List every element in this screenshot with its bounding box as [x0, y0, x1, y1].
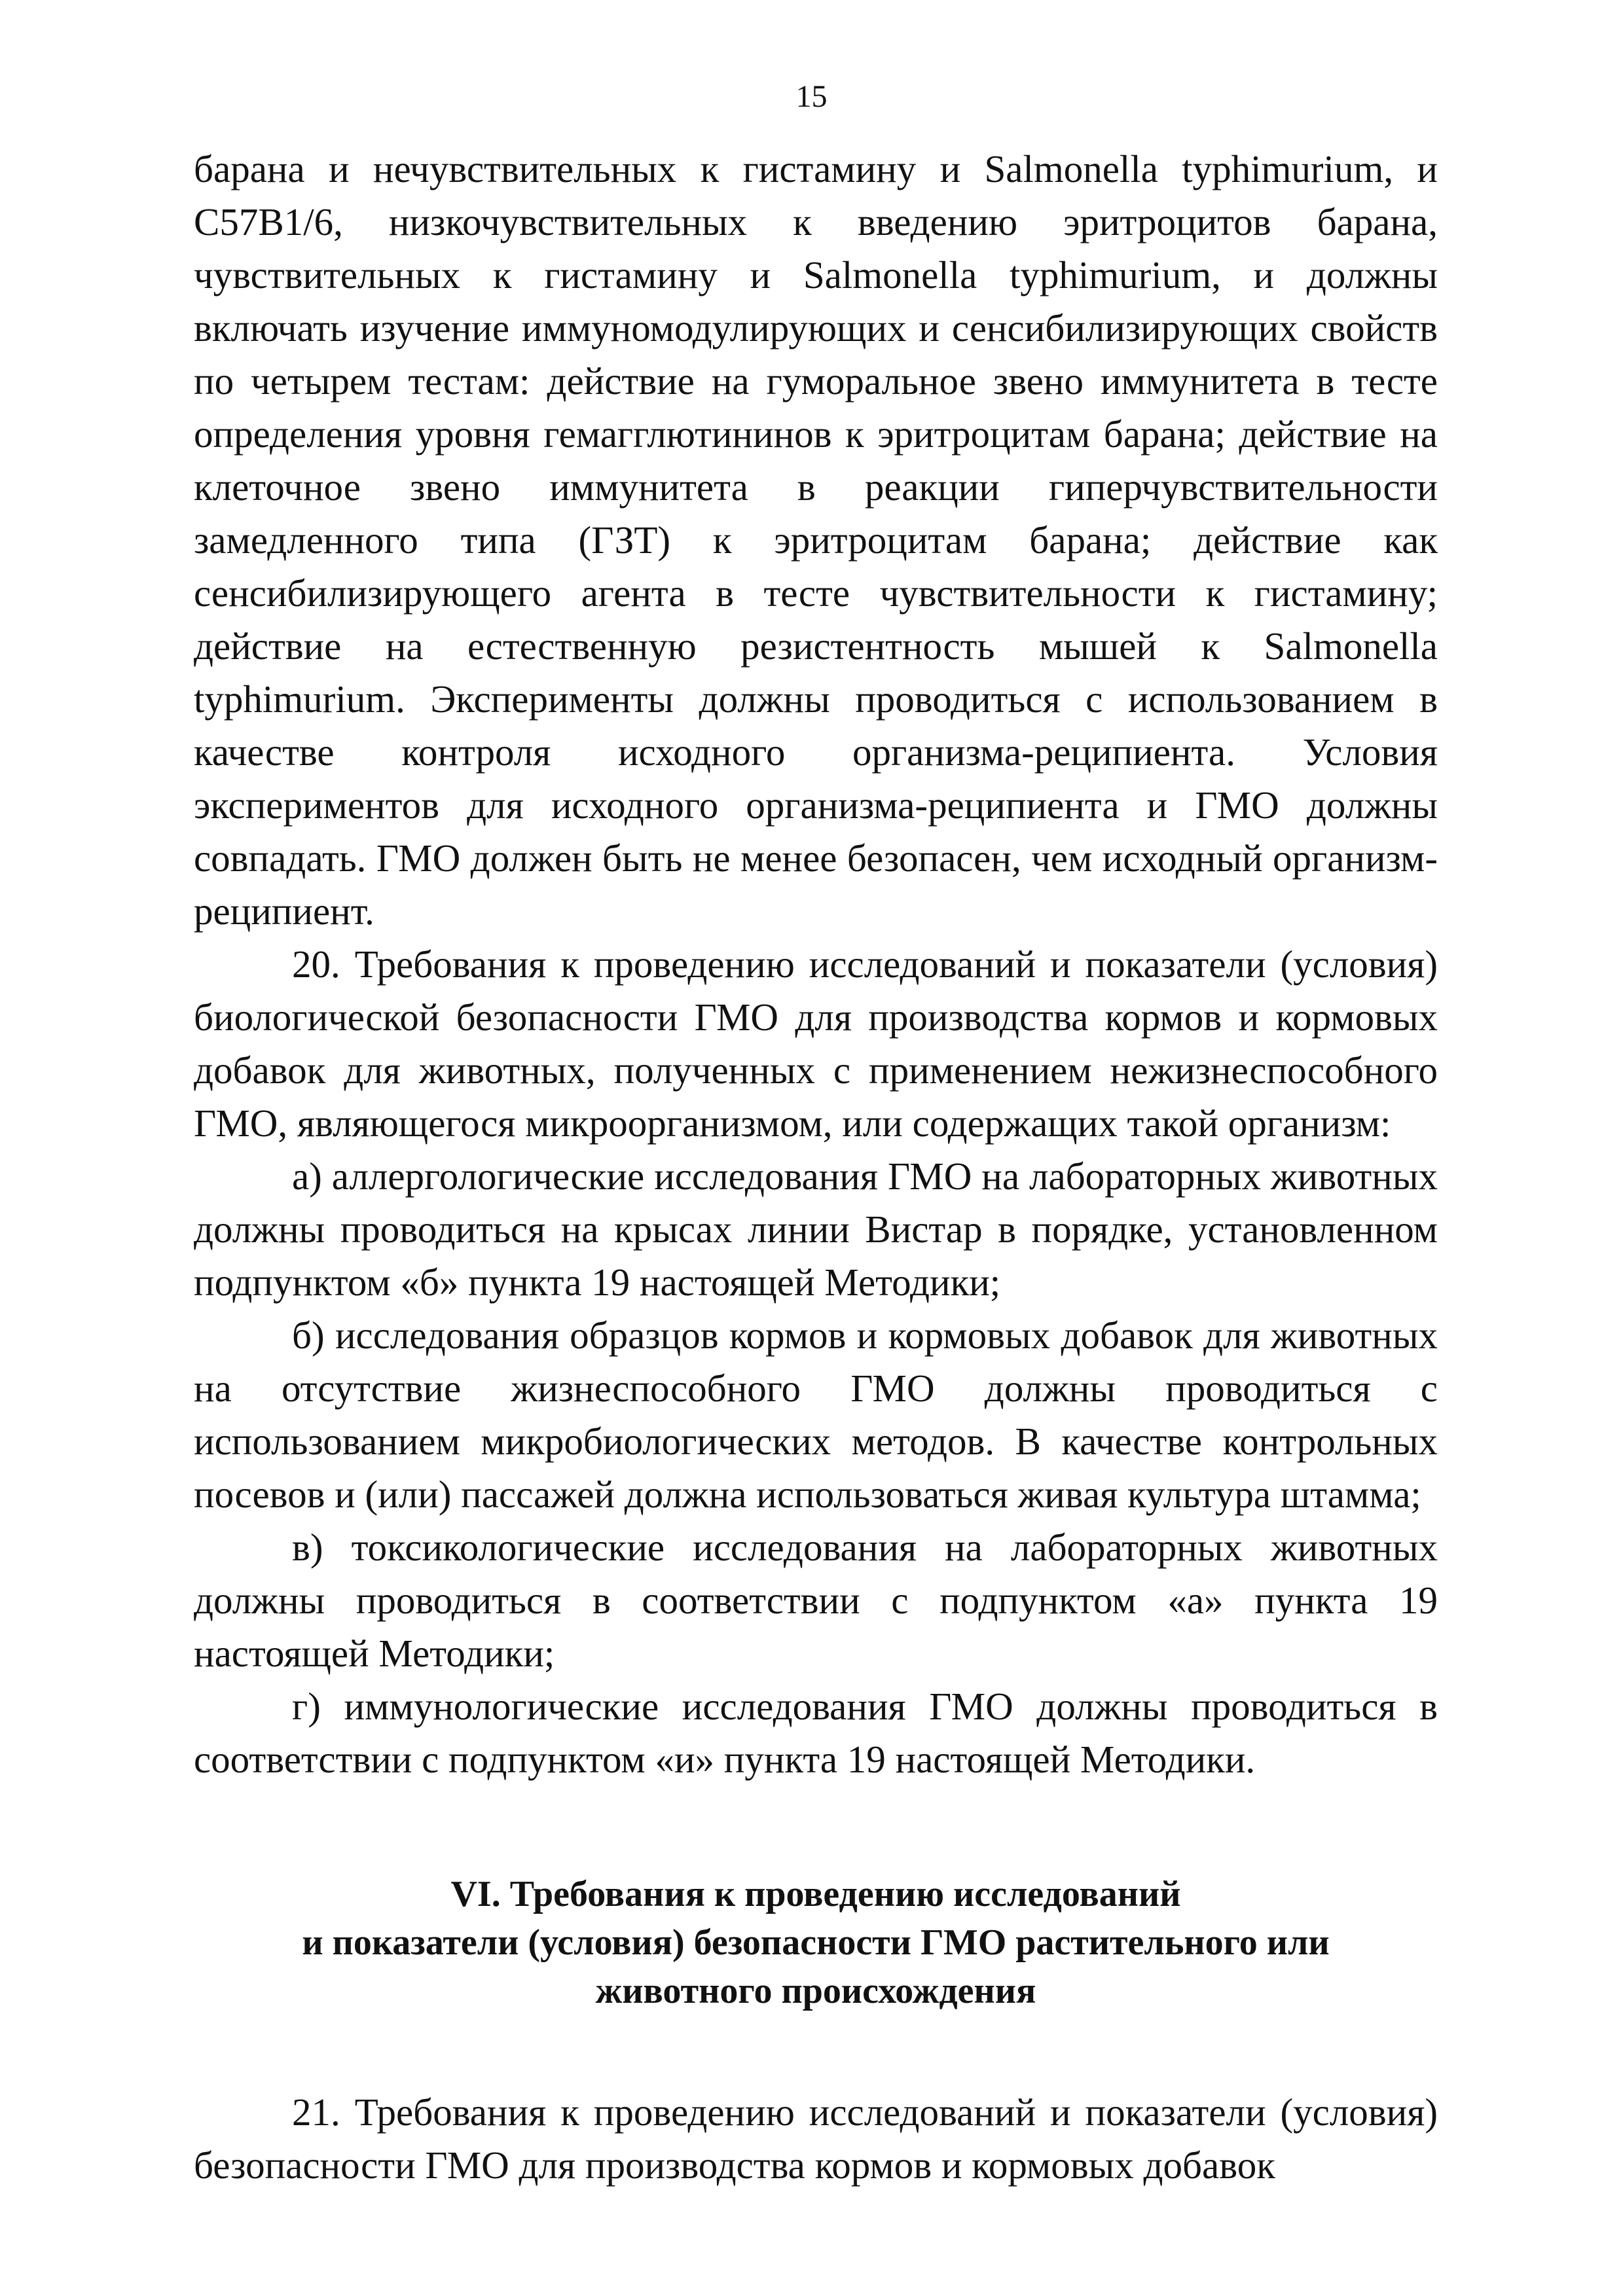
- section-heading-line-1: VI. Требования к проведению исследований: [450, 1874, 1181, 1914]
- section-heading-line-3: животного происхождения: [595, 1971, 1036, 2011]
- subparagraph-b: б) исследования образцов кормов и кормовых добавок для животных на отсутствие жизнеспособного ГМО должны проводиться с использованием микробиологических методов. В качестве контрольных посевов и (или) пассажей должна использоваться живая культура штамма;: [194, 1314, 1438, 1516]
- document-body: [194, 143, 1438, 2192]
- paragraph-item-20: 20. Требования к проведению исследований и показатели (условия) биологической безопасности ГМО для производства кормов и кормовых добавок для животных, полученных с применением нежизнеспособного ГМО, являющегося микроорганизмом, или содержащих такой организм:: [194, 942, 1438, 1145]
- paragraph-item-21: 21. Требования к проведению исследований и показатели (условия) безопасности ГМО для производства кормов и кормовых добавок: [194, 2090, 1438, 2187]
- paragraph-continuation: барана и нечувствительных к гистамину и Salmonella typhimurium, и C57B1/6, низкочувствительных к введению эритроцитов барана, чувствительных к гистамину и Salmonella typhimurium, и должны включать изучение иммуномодулирующих и сенсибилизирующих свойств по четырем тестам: действие на гуморальное звено иммунитета в тесте определения уровня гемагглютининов к эритроцитам барана; действие на клеточное звено иммунитета в реакции гиперчувствительности замедленного типа (ГЗТ) к эритроцитам барана; действие как сенсибилизирующего агента в тесте чувствительности к гистамину; действие на естественную резистентность мышей к Salmonella typhimurium. Эксперименты должны проводиться с использованием в качестве контроля исходного организма-реципиента. Условия экспериментов для исходного организма-реципиента и ГМО должны совпадать. ГМО должен быть не менее безопасен, чем исходный организм-реципиент.: [194, 147, 1438, 933]
- subparagraph-g: г) иммунологические исследования ГМО должны проводиться в соответствии с подпунктом «и» пункта 19 настоящей Методики.: [194, 1685, 1438, 1781]
- section-heading: [194, 1870, 1438, 2015]
- subparagraph-a: а) аллергологические исследования ГМО на лабораторных животных должны проводиться на крысах линии Вистар в порядке, установленном подпунктом «б» пункта 19 настоящей Методики;: [194, 1155, 1438, 1304]
- subparagraph-v: в) токсикологические исследования на лабораторных животных должны проводиться в соответствии с подпунктом «а» пункта 19 настоящей Методики;: [194, 1526, 1438, 1675]
- page-number: 15: [795, 79, 828, 114]
- section-heading-line-2: и показатели (условия) безопасности ГМО растительного или: [302, 1922, 1330, 1963]
